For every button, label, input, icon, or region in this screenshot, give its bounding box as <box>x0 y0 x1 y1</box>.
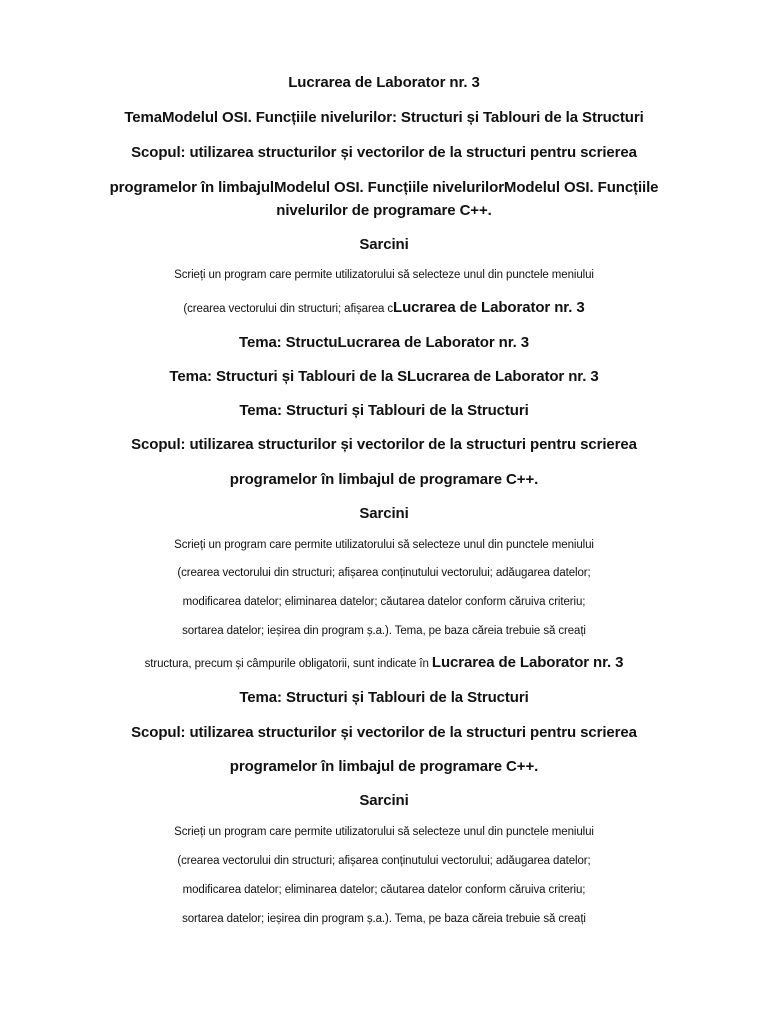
doc-line-heading: nivelurilor de programare C++. <box>276 202 492 219</box>
section-title-sarcini: Sarcini <box>359 792 409 809</box>
doc-line-heading: programelor în limbajul de programare C++. <box>229 471 539 488</box>
doc-line-bold-fragment: Lucrarea de Laborator nr. 3 <box>431 654 624 671</box>
doc-line-heading: programelor în limbajulModelul OSI. Funcțiile nivelurilorModelul OSI. Funcțiile <box>109 179 659 196</box>
doc-line-mixed <box>40 299 728 316</box>
section-title-sarcini: Sarcini <box>359 236 409 253</box>
doc-line-heading: Scopul: utilizarea structurilor și vectorilor de la structuri pentru scrierea <box>131 436 637 453</box>
doc-line-body: (crearea vectorului din structuri; afișarea conținutului vectorului; adăugarea datelor; <box>177 855 591 867</box>
doc-line-heading: Tema: Structuri și Tablouri de la Structuri <box>239 402 529 419</box>
doc-line-heading: TemaModelul OSI. Funcțiile nivelurilor: Structuri și Tablouri de la Structuri <box>124 109 644 126</box>
doc-line-body: modificarea datelor; eliminarea datelor; căutarea datelor conform căruiva criteriu; <box>182 884 586 896</box>
doc-line-bold-fragment: Lucrarea de Laborator nr. 3 <box>393 299 585 316</box>
doc-line-body: Scrieți un program care permite utilizatorului să selecteze unul din punctele meniului <box>174 539 594 551</box>
doc-line-heading: Tema: Structuri și Tablouri de la SLucrarea de Laborator nr. 3 <box>169 368 599 385</box>
doc-line-heading: Scopul: utilizarea structurilor și vectorilor de la structuri pentru scrierea <box>131 144 637 161</box>
doc-line-body: (crearea vectorului din structuri; afișarea conținutului vectorului; adăugarea datelor; <box>177 567 591 579</box>
doc-line-body: modificarea datelor; eliminarea datelor; căutarea datelor conform căruiva criteriu; <box>182 596 586 608</box>
doc-line-body-fragment: (crearea vectorului din structuri; afișarea c <box>183 303 394 315</box>
doc-line-heading: Tema: Structuri și Tablouri de la Structuri <box>239 689 529 706</box>
doc-title: Lucrarea de Laborator nr. 3 <box>288 74 480 91</box>
doc-line-heading: Scopul: utilizarea structurilor și vectorilor de la structuri pentru scrierea <box>131 724 637 741</box>
doc-line-heading: Tema: StructuLucrarea de Laborator nr. 3 <box>239 334 529 351</box>
doc-line-body: Scrieți un program care permite utilizatorului să selecteze unul din punctele meniului <box>174 269 594 281</box>
section-title-sarcini: Sarcini <box>359 505 409 522</box>
doc-line-mixed <box>40 654 728 671</box>
doc-line-body: sortarea datelor; ieșirea din program ș.a.). Tema, pe baza căreia trebuie să creați <box>182 913 586 925</box>
doc-line-heading: programelor în limbajul de programare C++. <box>229 758 539 775</box>
doc-line-body-fragment: structura, precum și câmpurile obligatorii, sunt indicate în <box>144 658 432 670</box>
doc-line-body: Scrieți un program care permite utilizatorului să selecteze unul din punctele meniului <box>174 826 594 838</box>
doc-line-body: sortarea datelor; ieșirea din program ș.a.). Tema, pe baza căreia trebuie să creați <box>182 625 586 637</box>
